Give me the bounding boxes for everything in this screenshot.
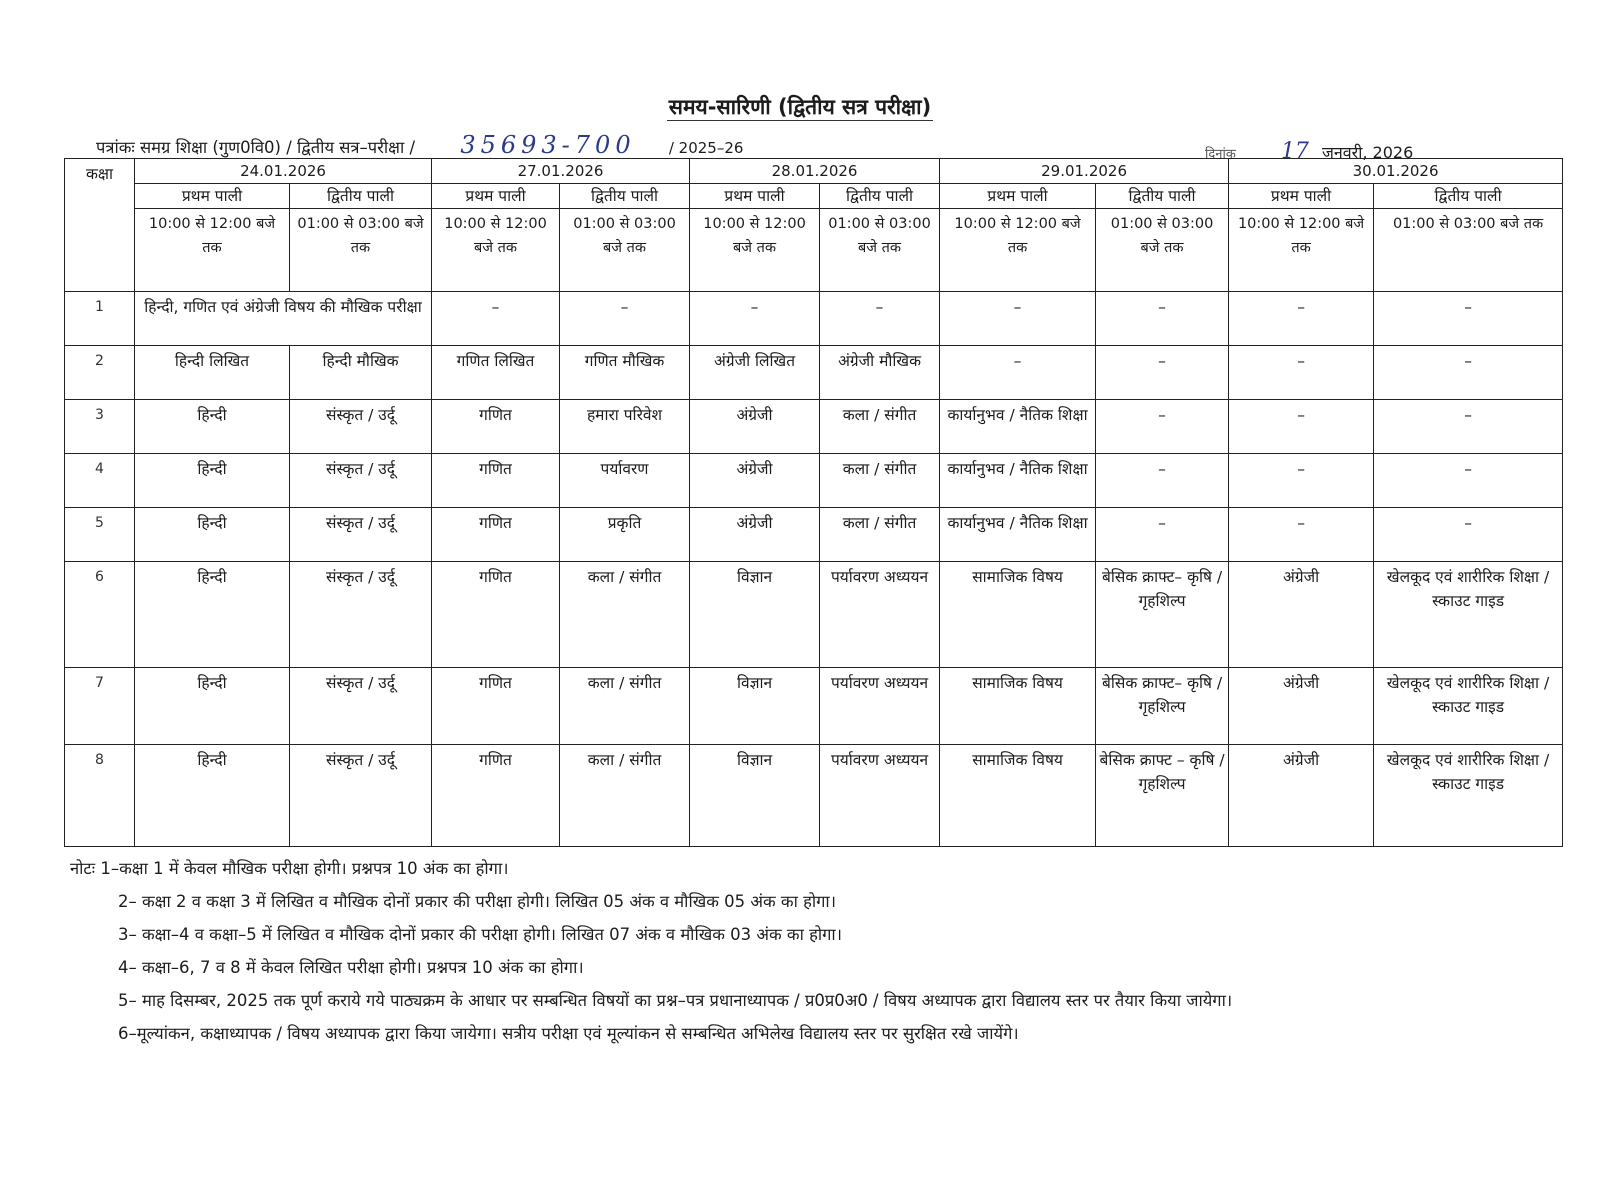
time-cell: 01:00 से 03:00 बजे तक [1374, 209, 1563, 292]
subject-cell: पर्यावरण अध्ययन [820, 745, 940, 847]
subject-cell: अंग्रेजी [690, 454, 820, 508]
subject-cell: हिन्दी, गणित एवं अंग्रेजी विषय की मौखिक परीक्षा [135, 292, 432, 346]
subject-cell: पर्यावरण अध्ययन [820, 668, 940, 745]
date-label: दिनांक [1205, 147, 1236, 162]
subject-cell: सामाजिक विषय [940, 668, 1096, 745]
subject-cell: हमारा परिवेश [560, 400, 690, 454]
subject-cell: – [1374, 454, 1563, 508]
class-number: 8 [65, 745, 135, 847]
subject-cell: हिन्दी [135, 400, 290, 454]
subject-cell: खेलकूद एवं शारीरिक शिक्षा / स्काउट गाइड [1374, 668, 1563, 745]
time-cell: 10:00 से 12:00 बजे तक [432, 209, 560, 292]
time-cell: 10:00 से 12:00 बजे तक [940, 209, 1096, 292]
table-row [65, 400, 1563, 454]
subject-cell: हिन्दी [135, 508, 290, 562]
subject-cell: पर्यावरण [560, 454, 690, 508]
subject-cell: हिन्दी [135, 454, 290, 508]
time-cell: 10:00 से 12:00 बजे तक [135, 209, 290, 292]
shift-header: द्वितीय पाली [1374, 184, 1563, 209]
table-row [65, 346, 1563, 400]
subject-cell: – [1374, 346, 1563, 400]
shift-header: द्वितीय पाली [290, 184, 432, 209]
subject-cell: गणित [432, 454, 560, 508]
subject-cell: – [560, 292, 690, 346]
shift-header: प्रथम पाली [690, 184, 820, 209]
subject-cell: गणित [432, 745, 560, 847]
time-cell: 10:00 से 12:00 बजे तक [690, 209, 820, 292]
subject-cell: – [690, 292, 820, 346]
date-header: 24.01.2026 [135, 159, 432, 184]
subject-cell: संस्कृत / उर्दू [290, 400, 432, 454]
subject-cell: गणित मौखिक [560, 346, 690, 400]
note-item: 5– माह दिसम्बर, 2025 तक पूर्ण कराये गये पाठ्यक्रम के आधार पर सम्बन्धित विषयों का प्रश्न–पत्र प्रधानाध्यापक / प्र0प्र0अ0 / विषय अध्यापक द्वारा विद्यालय स्तर पर तैयार किया जायेगा। [118, 991, 1233, 1010]
shift-header: द्वितीय पाली [1096, 184, 1229, 209]
shift-header: प्रथम पाली [432, 184, 560, 209]
class-number: 1 [65, 292, 135, 346]
subject-cell: अंग्रेजी लिखित [690, 346, 820, 400]
time-cell: 01:00 से 03:00 बजे तक [820, 209, 940, 292]
title-text: समय-सारिणी (द्वितीय सत्र परीक्षा) [668, 95, 932, 119]
date-header: 29.01.2026 [940, 159, 1229, 184]
time-cell: 10:00 से 12:00 बजे तक [1229, 209, 1374, 292]
class-number: 7 [65, 668, 135, 745]
date-header: 30.01.2026 [1229, 159, 1563, 184]
subject-cell: – [1096, 508, 1229, 562]
subject-cell: प्रकृति [560, 508, 690, 562]
subject-cell: – [820, 292, 940, 346]
page-title [0, 93, 1600, 121]
note-item: 4– कक्षा–6, 7 व 8 में केवल लिखित परीक्षा होगी। प्रश्नपत्र 10 अंक का होगा। [118, 958, 584, 977]
class-number: 5 [65, 508, 135, 562]
subject-cell: – [1229, 346, 1374, 400]
subject-cell: – [940, 292, 1096, 346]
time-header-row [65, 209, 1563, 292]
reference-number [96, 131, 743, 159]
subject-cell: कला / संगीत [560, 668, 690, 745]
shift-header: द्वितीय पाली [560, 184, 690, 209]
subject-cell: कला / संगीत [560, 745, 690, 847]
subject-cell: बेसिक क्राफ्ट – कृषि / गृहशिल्प [1096, 745, 1229, 847]
shift-header: प्रथम पाली [940, 184, 1096, 209]
subject-cell: हिन्दी मौखिक [290, 346, 432, 400]
date-month-year: जनवरी, 2026 [1322, 143, 1414, 162]
shift-header-row [65, 184, 1563, 209]
subject-cell: गणित [432, 508, 560, 562]
class-number: 6 [65, 562, 135, 668]
time-cell: 01:00 से 03:00 बजे तक [1096, 209, 1229, 292]
subject-cell: – [1229, 454, 1374, 508]
subject-cell: कला / संगीत [820, 454, 940, 508]
subject-cell: गणित [432, 400, 560, 454]
subject-cell: कार्यानुभव / नैतिक शिक्षा [940, 508, 1096, 562]
subject-cell: – [1096, 454, 1229, 508]
note-item: 6–मूल्यांकन, कक्षाध्यापक / विषय अध्यापक द्वारा किया जायेगा। सत्रीय परीक्षा एवं मूल्यांकन से सम्बन्धित अभिलेख विद्यालय स्तर पर सुरक्षित रखे जायेंगे। [118, 1024, 1019, 1043]
subject-cell: अंग्रेजी [1229, 562, 1374, 668]
subject-cell: हिन्दी लिखित [135, 346, 290, 400]
subject-cell: – [1374, 508, 1563, 562]
shift-header: द्वितीय पाली [820, 184, 940, 209]
date-handwritten-day: 17 [1280, 139, 1309, 164]
subject-cell: – [940, 346, 1096, 400]
subject-cell: कार्यानुभव / नैतिक शिक्षा [940, 454, 1096, 508]
subject-cell: खेलकूद एवं शारीरिक शिक्षा / स्काउट गाइड [1374, 745, 1563, 847]
table-row [65, 668, 1563, 745]
class-header: कक्षा [65, 159, 135, 292]
subject-cell: – [1229, 400, 1374, 454]
note-item: 3– कक्षा–4 व कक्षा–5 में लिखित व मौखिक दोनों प्रकार की परीक्षा होगी। लिखित 07 अंक व मौखिक 03 अंक का होगा। [118, 925, 842, 944]
subject-cell: संस्कृत / उर्दू [290, 562, 432, 668]
subject-cell: बेसिक क्राफ्ट– कृषि / गृहशिल्प [1096, 668, 1229, 745]
subject-cell: – [1374, 292, 1563, 346]
subject-cell: हिन्दी [135, 668, 290, 745]
note-item: नोटः 1–कक्षा 1 में केवल मौखिक परीक्षा होगी। प्रश्नपत्र 10 अंक का होगा। [70, 859, 509, 878]
subject-cell: संस्कृत / उर्दू [290, 454, 432, 508]
subject-cell: – [1096, 400, 1229, 454]
subject-cell: अंग्रेजी [690, 400, 820, 454]
subject-cell: कला / संगीत [560, 562, 690, 668]
time-cell: 01:00 से 03:00 बजे तक [290, 209, 432, 292]
timetable [64, 158, 1563, 847]
subject-cell: सामाजिक विषय [940, 562, 1096, 668]
subject-cell: गणित [432, 668, 560, 745]
subject-cell: संस्कृत / उर्दू [290, 668, 432, 745]
table-row [65, 745, 1563, 847]
subject-cell: संस्कृत / उर्दू [290, 745, 432, 847]
subject-cell: – [1096, 292, 1229, 346]
shift-header: प्रथम पाली [135, 184, 290, 209]
subject-cell: अंग्रेजी [1229, 668, 1374, 745]
subject-cell: – [1096, 346, 1229, 400]
subject-cell: – [432, 292, 560, 346]
date-header: 28.01.2026 [690, 159, 940, 184]
subject-cell: गणित [432, 562, 560, 668]
subject-cell: हिन्दी [135, 562, 290, 668]
subject-cell: विज्ञान [690, 745, 820, 847]
date-header: 27.01.2026 [432, 159, 690, 184]
subject-cell: – [1229, 292, 1374, 346]
ref-handwritten-number: 35693-700 [460, 131, 636, 159]
ref-prefix: पत्रांकः समग्र शिक्षा (गुण0वि0) / द्वितीय सत्र–परीक्षा / [96, 138, 416, 157]
shift-header: प्रथम पाली [1229, 184, 1374, 209]
table-row [65, 454, 1563, 508]
subject-cell: हिन्दी [135, 745, 290, 847]
subject-cell: कला / संगीत [820, 508, 940, 562]
subject-cell: सामाजिक विषय [940, 745, 1096, 847]
ref-year: / 2025–26 [668, 139, 744, 157]
subject-cell: – [1229, 508, 1374, 562]
subject-cell: – [1374, 400, 1563, 454]
class-number: 3 [65, 400, 135, 454]
table-row [65, 562, 1563, 668]
time-cell: 01:00 से 03:00 बजे तक [560, 209, 690, 292]
class-number: 4 [65, 454, 135, 508]
subject-cell: अंग्रेजी [690, 508, 820, 562]
subject-cell: बेसिक क्राफ्ट– कृषि / गृहशिल्प [1096, 562, 1229, 668]
table-row [65, 508, 1563, 562]
subject-cell: पर्यावरण अध्ययन [820, 562, 940, 668]
table-row [65, 292, 1563, 346]
subject-cell: विज्ञान [690, 668, 820, 745]
subject-cell: कार्यानुभव / नैतिक शिक्षा [940, 400, 1096, 454]
subject-cell: खेलकूद एवं शारीरिक शिक्षा / स्काउट गाइड [1374, 562, 1563, 668]
date-header-row [65, 159, 1563, 184]
note-item: 2– कक्षा 2 व कक्षा 3 में लिखित व मौखिक दोनों प्रकार की परीक्षा होगी। लिखित 05 अंक व मौखिक 05 अंक का होगा। [118, 892, 836, 911]
class-number: 2 [65, 346, 135, 400]
subject-cell: गणित लिखित [432, 346, 560, 400]
subject-cell: कला / संगीत [820, 400, 940, 454]
subject-cell: अंग्रेजी मौखिक [820, 346, 940, 400]
subject-cell: अंग्रेजी [1229, 745, 1374, 847]
subject-cell: विज्ञान [690, 562, 820, 668]
subject-cell: संस्कृत / उर्दू [290, 508, 432, 562]
notes-section [70, 858, 1560, 1056]
